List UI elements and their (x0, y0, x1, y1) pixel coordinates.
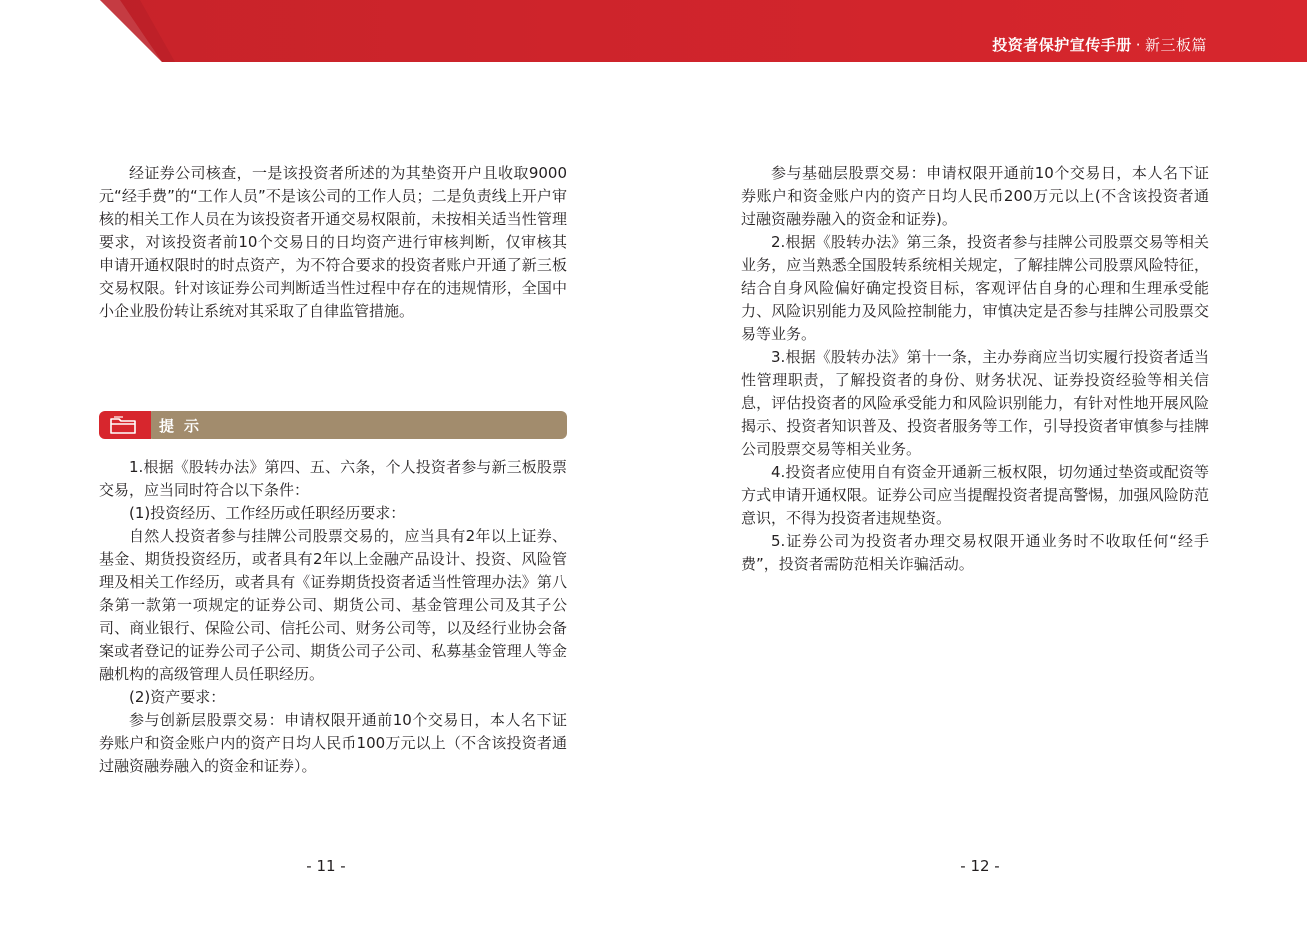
title-separator: · (1135, 36, 1141, 54)
handbook-title (992, 34, 1207, 55)
left-page-case-text (99, 162, 567, 323)
right-paragraph-1: 参与基础层股票交易：申请权限开通前10个交易日，本人名下证券账户和资金账户内的资产日均人民币200万元以上(不含该投资者通过融资融券融入的资金和证券)。 (741, 164, 1209, 228)
tip-paragraph-1: 1.根据《股转办法》第四、五、六条，个人投资者参与新三板股票交易，应当同时符合以下条件： (99, 458, 567, 499)
page-number-right: - 12 - (960, 857, 1000, 875)
right-paragraph-4: 4.投资者应使用自有资金开通新三板权限，切勿通过垫资或配资等方式申请开通权限。证券公司应当提醒投资者提高警惕，加强风险防范意识，不得为投资者违规垫资。 (741, 463, 1209, 527)
tip-paragraph-4: (2)资产要求： (129, 688, 226, 706)
page-number-left: - 11 - (306, 857, 346, 875)
left-page-tip-text (99, 456, 567, 778)
right-paragraph-3: 3.根据《股转办法》第十一条，主办券商应当切实履行投资者适当性管理职责，了解投资者的身份、财务状况、证券投资经验等相关信息，评估投资者的风险承受能力和风险识别能力，有针对性地开展风险揭示、投资者知识普及、投资者服务等工作，引导投资者审慎参与挂牌公司股票交易等相关业务。 (741, 348, 1209, 458)
right-paragraph-2: 2.根据《股转办法》第三条，投资者参与挂牌公司股票交易等相关业务，应当熟悉全国股转系统相关规定，了解挂牌公司股票风险特征，结合自身风险偏好确定投资目标，客观评估自身的心理和生理承受能力、风险识别能力及风险控制能力，审慎决定是否参与挂牌公司股票交易等业务。 (741, 233, 1209, 343)
right-paragraph-5: 5.证券公司为投资者办理交易权限开通业务时不收取任何“经手费”，投资者需防范相关诈骗活动。 (741, 532, 1209, 573)
tip-paragraph-3: 自然人投资者参与挂牌公司股票交易的，应当具有2年以上证券、基金、期货投资经历，或者具有2年以上金融产品设计、投资、风险管理及相关工作经历，或者具有《证券期货投资者适当性管理办法》第八条第一款第一项规定的证券公司、期货公司、基金管理公司及其子公司、商业银行、保险公司、信托公司、财务公司等，以及经行业协会备案或者登记的证券公司子公司、期货公司子公司、私募基金管理人等金融机构的高级管理人员任职经历。 (99, 527, 567, 683)
case-paragraph: 经证券公司核查，一是该投资者所述的为其垫资开户且收取9000元“经手费”的“工作人员”不是该公司的工作人员；二是负责线上开户审核的相关工作人员在为该投资者开通交易权限前，未按相关适当性管理要求，对该投资者前10个交易日的日均资产进行审核判断，仅审核其申请开通权限时的时点资产，为不符合要求的投资者账户开通了新三板交易权限。针对该证券公司判断适当性过程中存在的违规情形，全国中小企业股份转让系统对其采取了自律监管措施。 (99, 164, 567, 320)
right-page-text (741, 162, 1209, 576)
folder-icon (109, 415, 139, 435)
handbook-subtitle: 新三板篇 (1144, 36, 1207, 54)
handbook-title-main: 投资者保护宣传手册 (992, 36, 1132, 54)
tip-paragraph-5: 参与创新层股票交易：申请权限开通前10个交易日，本人名下证券账户和资金账户内的资产日均人民币100万元以上（不含该投资者通过融资融券融入的资金和证券）。 (99, 711, 567, 775)
tip-paragraph-2: (1)投资经历、工作经历或任职经历要求： (129, 504, 406, 522)
tip-label: 提示 (159, 417, 210, 435)
tip-section-header (99, 411, 567, 439)
header-band (0, 0, 1307, 62)
